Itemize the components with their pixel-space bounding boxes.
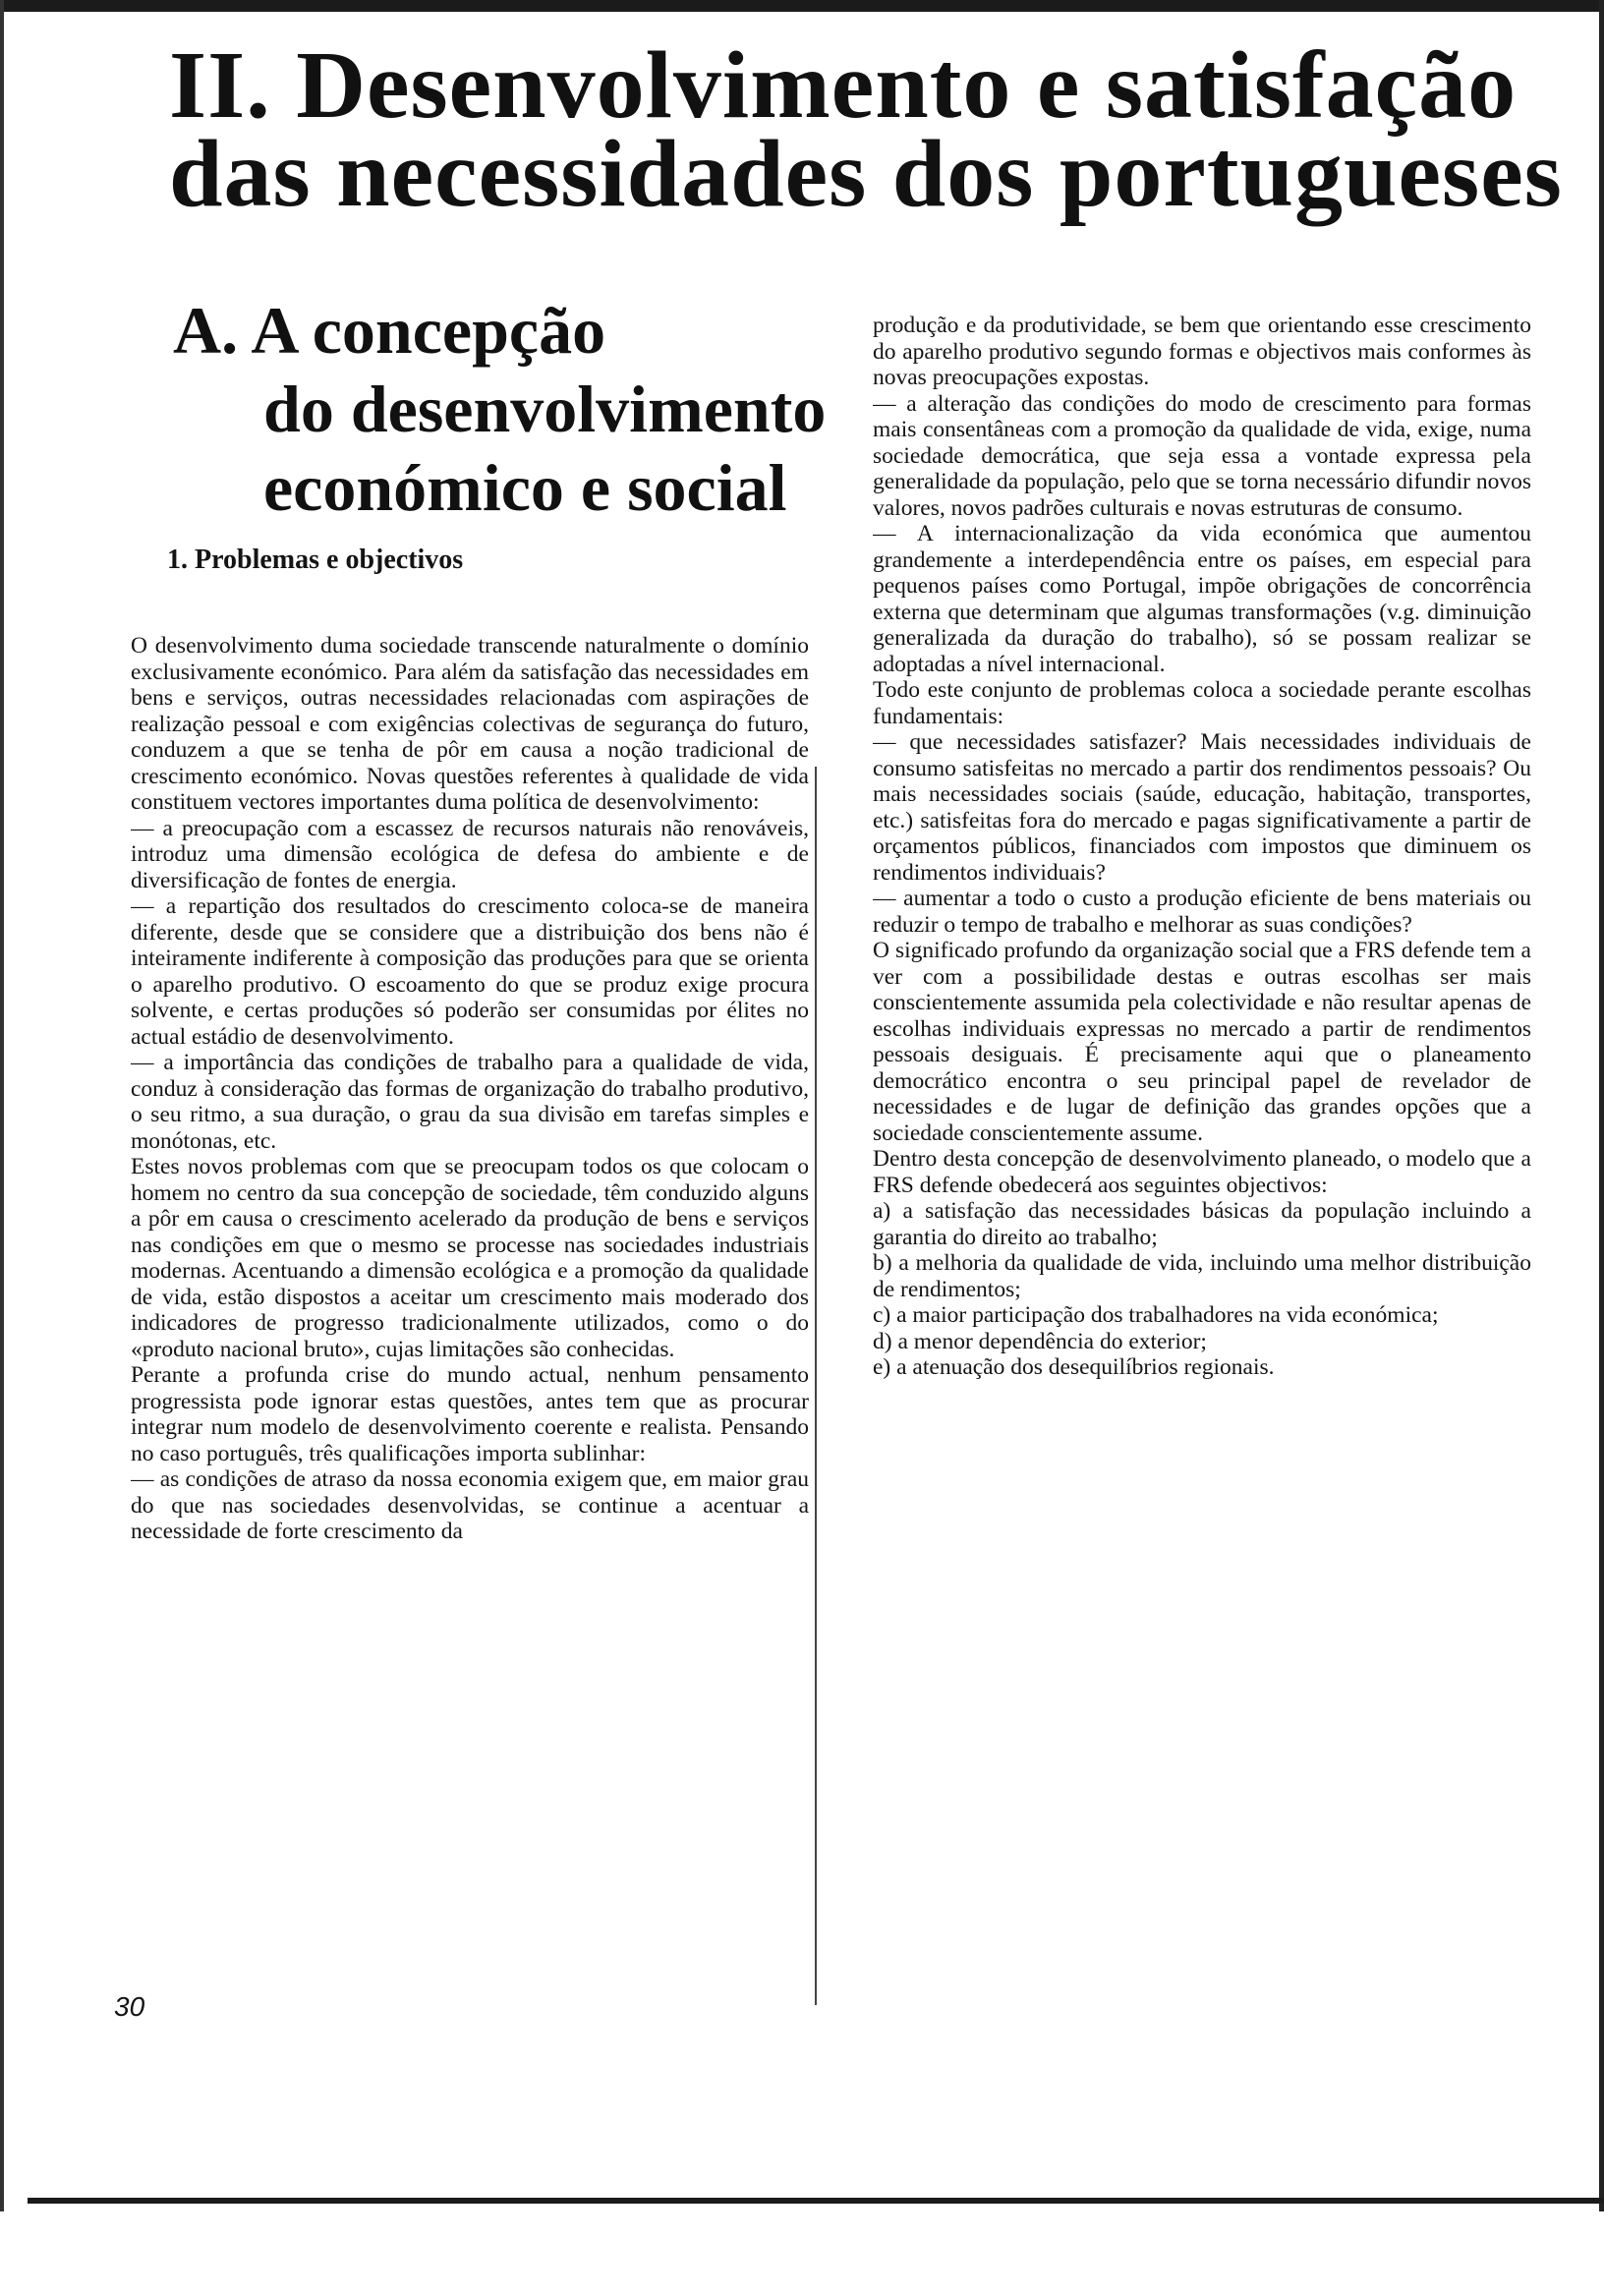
paragraph: Perante a profunda crise do mundo actual, nenhum pensamento progressista pode ignorar estas questões, antes tem que as procurar integrar num modelo de desenvolvimento coerente e realista. Pensando no caso português, três qualificações importa sublinhar: bbox=[131, 1362, 809, 1466]
section-title-line-1: A. A concepção bbox=[173, 293, 606, 368]
paragraph: O significado profundo da organização social que a FRS defende tem a ver com a possibilidade destas e outras escolhas ser mais conscientemente assumida pela colectividade e não resultar apenas de escolhas individuais expressas no mercado a partir de rendimentos pessoais desiguais. É precisamente aqui que o planeamento democrático encontra o seu principal papel de revelador de necessidades e de lugar de definição das grandes opções que a sociedade conscientemente assume. bbox=[873, 938, 1531, 1146]
section-title-line-3: económico e social bbox=[263, 450, 787, 525]
scan-border-right bbox=[1599, 0, 1604, 2211]
paragraph: O desenvolvimento duma sociedade transcende naturalmente o domínio exclusivamente económico. Para além da satisfação das necessidades em bens e serviços, outras necessidades relacionadas com aspirações de realização pessoal e com exigências colectivas de segurança do futuro, conduzem a que se tenha de pôr em causa a noção tradicional de crescimento económico. Novas questões referentes à qualidade de vida constituem vectores importantes duma política de desenvolvimento: bbox=[131, 633, 809, 815]
left-column bbox=[131, 633, 809, 1981]
list-item: c) a maior participação dos trabalhadores na vida económica; bbox=[873, 1302, 1439, 1328]
paragraph: — A internacionalização da vida económica que aumentou grandemente a interdependência entre os países, em especial para pequenos países como Portugal, impõe obrigações de concorrência externa que determinam que algumas transformações (v.g. diminuição generalizada da duração do trabalho), só se possam realizar se adoptadas a nível internacional. bbox=[873, 521, 1531, 677]
paragraph: Dentro desta concepção de desenvolvimento planeado, o modelo que a FRS defende obedecerá aos seguintes objectivos: bbox=[873, 1146, 1531, 1198]
chapter-title-line-1: II. Desenvolvimento e satisfação bbox=[169, 32, 1518, 139]
scan-border-left bbox=[0, 0, 4, 2211]
list-item: e) a atenuação dos desequilíbrios regionais. bbox=[873, 1354, 1275, 1380]
paragraph: — a importância das condições de trabalho para a qualidade de vida, conduz à consideração das formas de organização do trabalho produtivo, o seu ritmo, a sua duração, o grau da sua divisão em tarefas simples e monótonas, etc. bbox=[131, 1050, 809, 1154]
list-item: b) a melhoria da qualidade de vida, incluindo uma melhor distribuição de rendimentos; bbox=[873, 1250, 1531, 1302]
paragraph: — a alteração das condições do modo de crescimento para formas mais consentâneas com a promoção da qualidade de vida, exige, numa sociedade democrática, que seja essa a vontade expressa pela generalidade da população, pelo que se torna necessário difundir novos valores, novos padrões culturais e novas estruturas de consumo. bbox=[873, 390, 1531, 521]
column-divider bbox=[815, 767, 817, 2005]
right-column bbox=[873, 313, 1531, 1885]
paragraph: Todo este conjunto de problemas coloca a sociedade perante escolhas fundamentais: bbox=[873, 677, 1531, 729]
scan-border-bottom bbox=[28, 2198, 1604, 2204]
chapter-title-line-2: das necessidades dos portugueses bbox=[169, 121, 1563, 227]
paragraph: produção e da produtividade, se bem que orientando esse crescimento do aparelho produtivo segundo formas e objectivos mais conformes às novas preocupações expostas. bbox=[873, 313, 1531, 390]
list-item: a) a satisfação das necessidades básicas da população incluindo a garantia do direito ao trabalho; bbox=[873, 1198, 1531, 1250]
paragraph: — aumentar a todo o custo a produção eficiente de bens materiais ou reduzir o tempo de trabalho e melhorar as suas condições? bbox=[873, 886, 1531, 938]
paragraph: — a preocupação com a escassez de recursos naturais não renováveis, introduz uma dimensão ecológica de defesa do ambiente e de diversificação de fontes de energia. bbox=[131, 815, 809, 893]
paragraph: — as condições de atraso da nossa economia exigem que, em maior grau do que nas sociedades desenvolvidas, se continue a acentuar a necessidade de forte crescimento da bbox=[131, 1466, 809, 1544]
paragraph: — a repartição dos resultados do crescimento coloca-se de maneira diferente, desde que se considere que a distribuição dos bens não é inteiramente indiferente à composição das produções para que se orienta o aparelho produtivo. O escoamento do que se produz exige procura solvente, e certas produções só poderão ser consumidas por élites no actual estádio de desenvolvimento. bbox=[131, 893, 809, 1050]
section-title bbox=[173, 291, 861, 527]
section-title-line-2: do desenvolvimento bbox=[263, 372, 827, 446]
scan-border-top bbox=[0, 0, 1604, 12]
list-item: d) a menor dependência do exterior; bbox=[873, 1328, 1207, 1354]
paragraph: Estes novos problemas com que se preocupam todos os que colocam o homem no centro da sua concepção de sociedade, têm conduzido alguns a pôr em causa o crescimento acelerado da produção de bens e serviços nas condições em que o mesmo se processe nas sociedades industriais modernas. Acentuando a dimensão ecológica e a promoção da qualidade de vida, estão dispostos a aceitar um crescimento mais moderado dos indicadores de progresso tradicionalmente utilizados, como o do «produto nacional bruto», cujas limitações são conhecidas. bbox=[131, 1154, 809, 1362]
page-number: 30 bbox=[114, 1991, 145, 2022]
paragraph: — que necessidades satisfazer? Mais necessidades individuais de consumo satisfeitas no mercado a partir dos rendimentos pessoais? Ou mais necessidades sociais (saúde, educação, habitação, transportes, etc.) satisfeitas fora do mercado e pagas significativamente a partir de orçamentos públicos, financiados com impostos que diminuem os rendimentos individuais? bbox=[873, 729, 1531, 886]
chapter-title bbox=[169, 32, 1584, 227]
subheading: 1. Problemas e objectivos bbox=[167, 545, 464, 575]
